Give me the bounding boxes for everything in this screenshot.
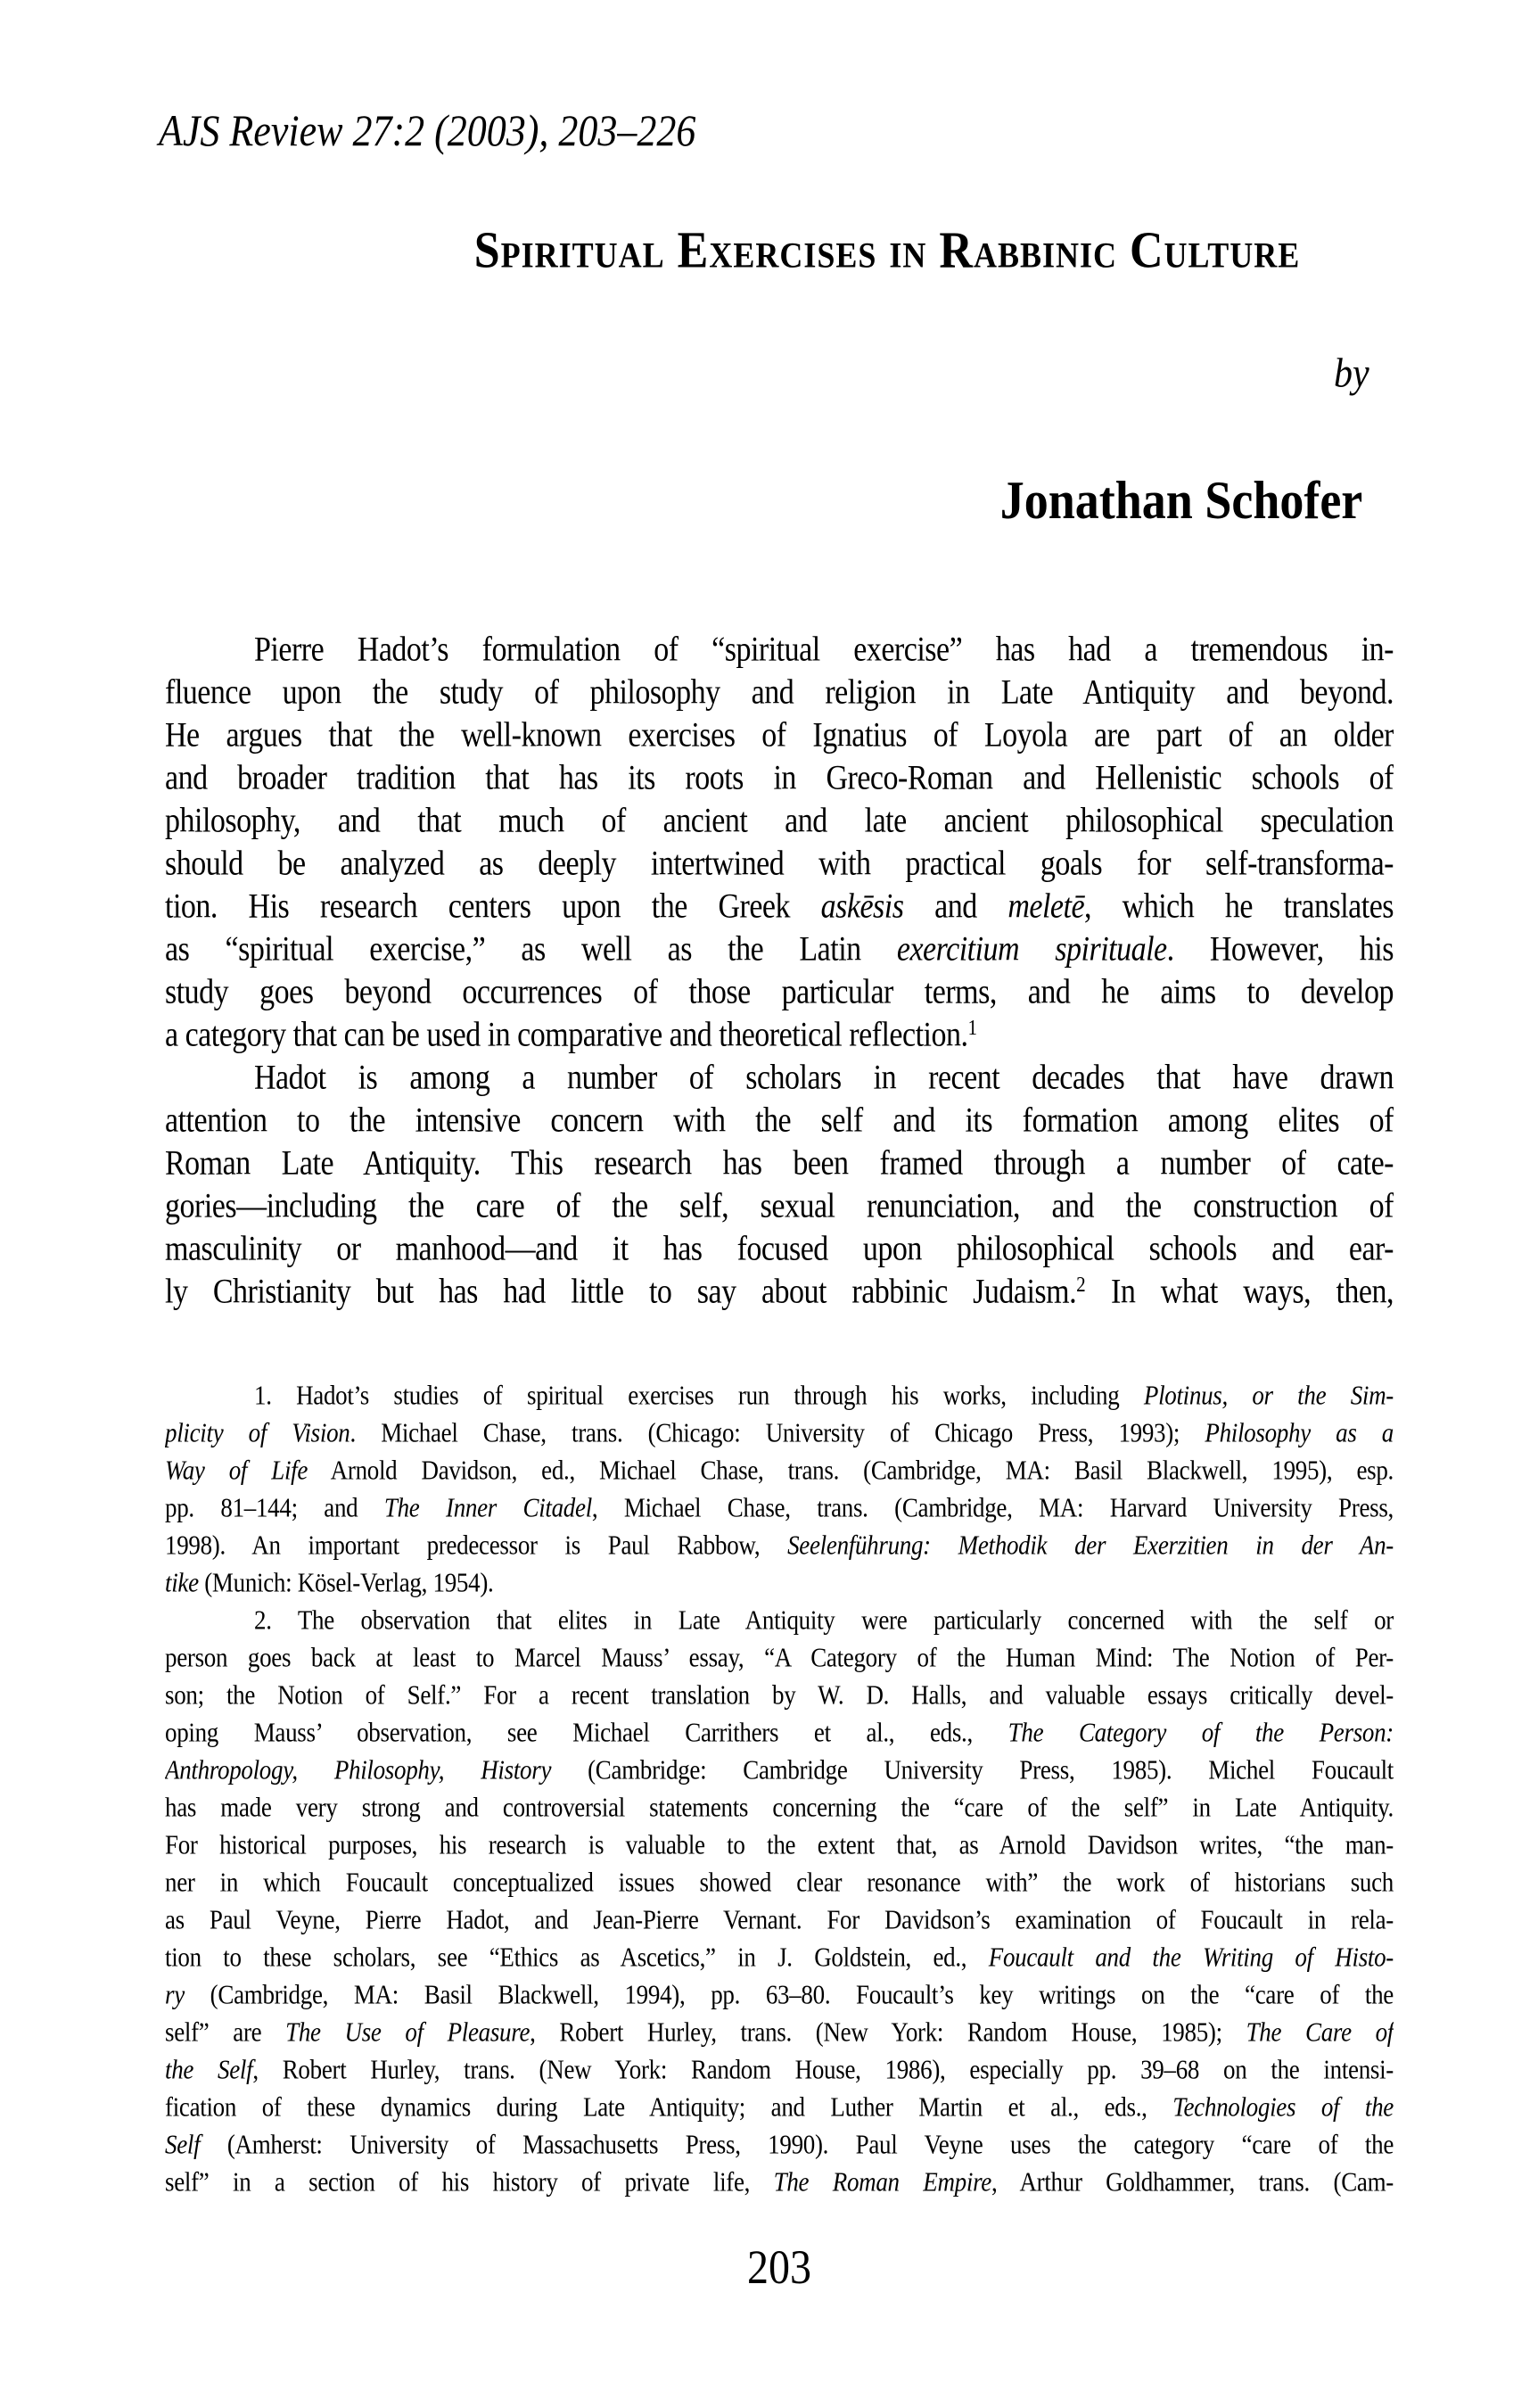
body-line: Hadot is among a number of scholars in recent decades that have drawn (254, 1059, 1394, 1097)
footnote-line: as Paul Veyne, Pierre Hadot, and Jean-Pierre Vernant. For Davidson’s examination of Foucault in rela- (165, 1904, 1394, 1935)
footnote-line: ner in which Foucault conceptualized issues showed clear resonance with” the work of historians such (165, 1867, 1394, 1898)
author-name: Jonathan Schofer (999, 470, 1363, 531)
footnote-line: For historical purposes, his research is valuable to the extent that, as Arnold Davidson writes, “the man- (165, 1829, 1394, 1860)
body-line: Pierre Hadot’s formulation of “spiritual exercise” has had a tremendous in- (254, 631, 1394, 669)
footnote-line: plicity of Vision. Michael Chase, trans. (Chicago: University of Chicago Press, 1993); Philosophy as a (165, 1417, 1394, 1448)
body-paragraph (165, 629, 1394, 1057)
footnote-line: Way of Life Arnold Davidson, ed., Michael Chase, trans. (Cambridge, MA: Basil Blackwell, 1995), esp. (165, 1455, 1394, 1486)
footnote-line: son; the Notion of Self.” For a recent translation by W. D. Halls, and valuable essays critically devel- (165, 1679, 1394, 1711)
body-line: a category that can be used in comparative and theoretical reflection.$^1$ (165, 1015, 978, 1054)
footnotes-section (165, 1377, 1394, 2201)
footnote-line: oping Mauss’ observation, see Michael Carrithers et al., eds., The Category of the Person: (165, 1717, 1394, 1748)
body-line: masculinity or manhood—and it has focused upon philosophical schools and ear- (165, 1230, 1394, 1268)
footnote-line: Self (Amherst: University of Massachusetts Press, 1990). Paul Veyne uses the category “care of the (165, 2129, 1394, 2160)
footnote (165, 1602, 1394, 2201)
footnote-line: pp. 81–144; and The Inner Citadel, Michael Chase, trans. (Cambridge, MA: Harvard University Press, (165, 1492, 1394, 1523)
body-line: Roman Late Antiquity. This research has been framed through a number of cate- (165, 1144, 1394, 1183)
footnote (165, 1377, 1394, 1602)
footnote-line: ry (Cambridge, MA: Basil Blackwell, 1994), pp. 63–80. Foucault’s key writings on the “care of the (165, 1979, 1394, 2010)
body-paragraph (165, 1057, 1394, 1314)
body-line: as “spiritual exercise,” as well as the Latin exercitium spirituale. However, his (165, 930, 1394, 969)
page-number: 203 (747, 2241, 811, 2295)
body-line: ly Christianity but has had little to say about rabbinic Judaism.$^2$ In what ways, then, (165, 1272, 1394, 1311)
journal-citation: AJS Review 27:2 (2003), 203–226 (159, 106, 696, 155)
article-body (165, 629, 1394, 1314)
body-line: He argues that the well-known exercises of Ignatius of Loyola are part of an older (165, 716, 1394, 755)
footnote-line: self” in a section of his history of private life, The Roman Empire, Arthur Goldhammer, trans. (Cam- (165, 2166, 1394, 2198)
body-line: should be analyzed as deeply intertwined with practical goals for self-transforma- (165, 845, 1394, 883)
body-line: gories—including the care of the self, sexual renunciation, and the construction of (165, 1187, 1394, 1225)
body-line: study goes beyond occurrences of those particular terms, and he aims to develop (165, 973, 1394, 1011)
article-title: Spiritual Exercises in Rabbinic Culture (473, 222, 1301, 279)
body-line: and broader tradition that has its roots in Greco-Roman and Hellenistic schools of (165, 759, 1394, 797)
footnote-line: person goes back at least to Marcel Mauss’ essay, “A Category of the Human Mind: The Notion of Per- (165, 1642, 1394, 1673)
footnote-line: 1. Hadot’s studies of spiritual exercises run through his works, including Plotinus, or the Sim- (254, 1380, 1394, 1411)
body-line: philosophy, and that much of ancient and late ancient philosophical speculation (165, 802, 1394, 840)
footnote-line: Anthropology, Philosophy, History (Cambridge: Cambridge University Press, 1985). Michel Foucault (165, 1754, 1394, 1785)
footnote-line: 1998). An important predecessor is Paul Rabbow, Seelenführung: Methodik der Exerzitien in der An- (165, 1530, 1394, 1561)
footnote-line: fication of these dynamics during Late Antiquity; and Luther Martin et al., eds., Technologies of the (165, 2091, 1394, 2123)
footnote-line: has made very strong and controversial statements concerning the “care of the self” in Late Antiquity. (165, 1792, 1394, 1823)
byline: by (1334, 350, 1369, 397)
footnote-line: 2. The observation that elites in Late Antiquity were particularly concerned with the self or (254, 1604, 1394, 1636)
footnote-line: the Self, Robert Hurley, trans. (New York: Random House, 1986), especially pp. 39–68 on the intensi- (165, 2054, 1394, 2085)
footnote-line: self” are The Use of Pleasure, Robert Hurley, trans. (New York: Random House, 1985); The Care of (165, 2016, 1394, 2048)
body-line: tion. His research centers upon the Greek askēsis and meletē, which he translates (165, 887, 1394, 926)
body-line: fluence upon the study of philosophy and religion in Late Antiquity and beyond. (165, 673, 1394, 712)
footnote-line: tion to these scholars, see “Ethics as Ascetics,” in J. Goldstein, ed., Foucault and the Writing of Histo- (165, 1942, 1394, 1973)
footnote-line: tike (Munich: Kösel-Verlag, 1954). (165, 1567, 494, 1598)
body-line: attention to the intensive concern with the self and its formation among elites of (165, 1101, 1394, 1140)
